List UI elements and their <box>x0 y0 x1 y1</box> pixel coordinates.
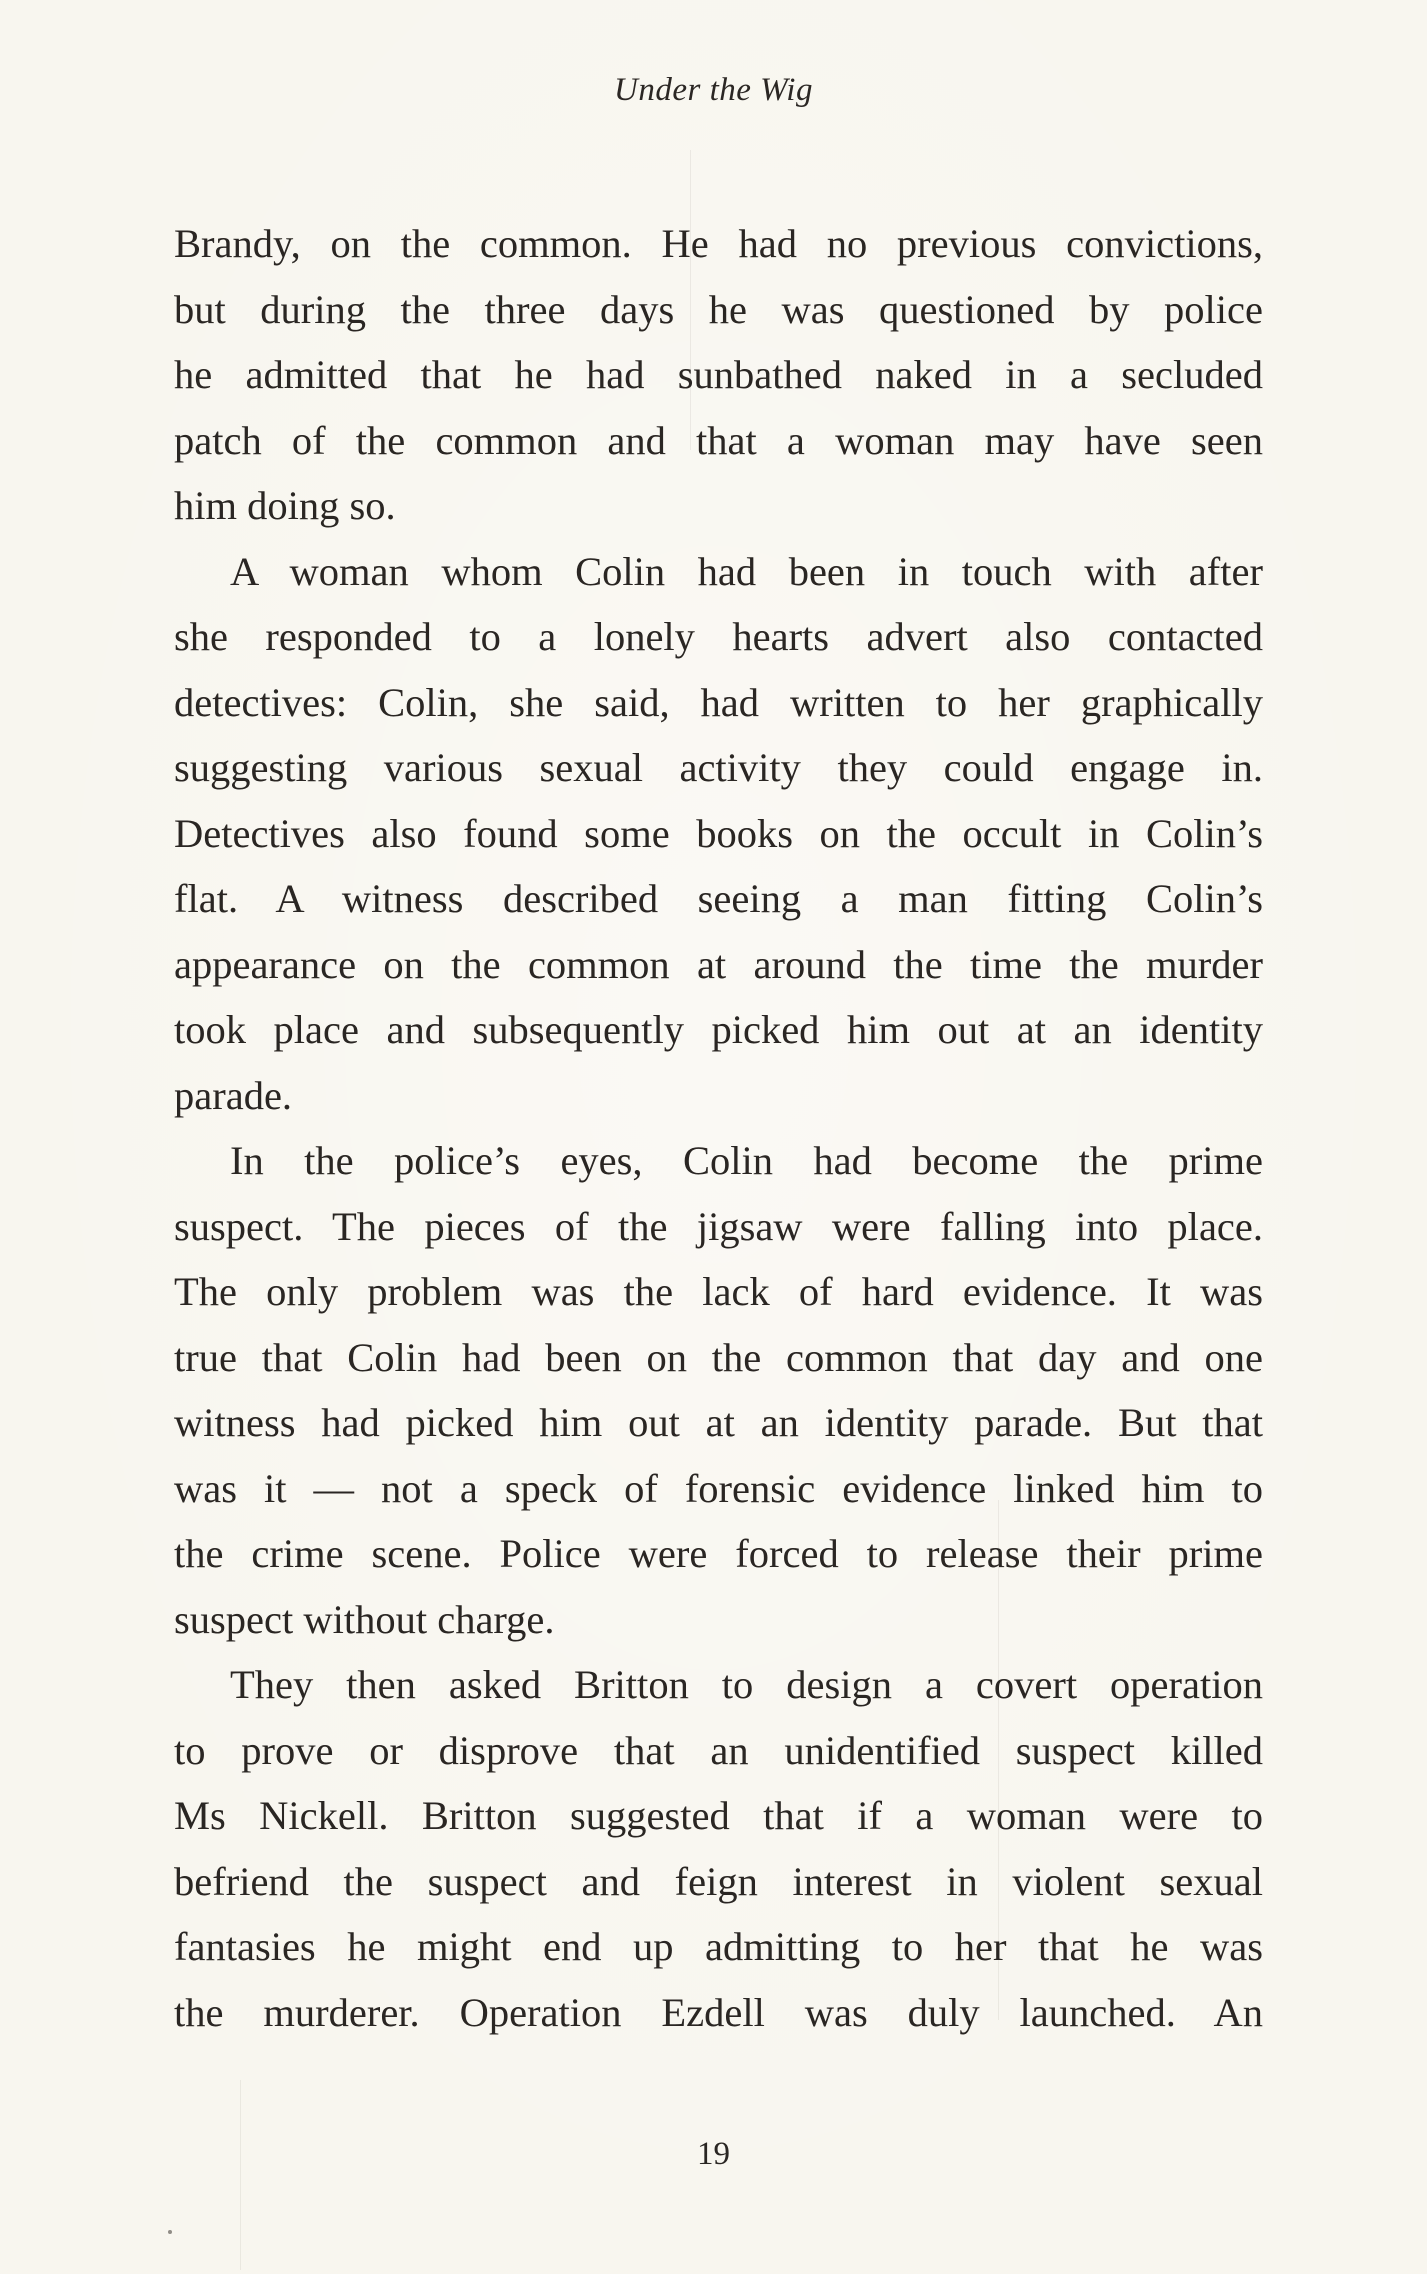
text-line: witness had picked him out at an identity parade. But that <box>174 1400 1263 1445</box>
text-line: Detectives also found some books on the occult in Colin’s <box>174 810 1263 856</box>
text-line: the murderer. Operation Ezdell was duly launched. An <box>174 1989 1263 2035</box>
text-line: fantasies he might end up admitting to her that he was <box>174 1924 1263 1969</box>
body-text <box>174 211 1263 2045</box>
text-line: The only problem was the lack of hard evidence. It was <box>174 1269 1263 1314</box>
text-line: true that Colin had been on the common that day and one <box>174 1334 1263 1380</box>
text-line: flat. A witness described seeing a man fitting Colin’s <box>174 876 1263 921</box>
text-line: but during the three days he was questioned by police <box>174 286 1263 332</box>
text-line: detectives: Colin, she said, had written to her graphically <box>174 679 1263 725</box>
text-line: suggesting various sexual activity they could engage in. <box>174 745 1263 790</box>
text-line: suspect. The pieces of the jigsaw were falling into place. <box>174 1203 1263 1249</box>
text-line: parade. <box>174 1072 293 1118</box>
text-line: befriend the suspect and feign interest in violent sexual <box>174 1858 1263 1904</box>
text-line: was it — not a speck of forensic evidence linked him to <box>174 1465 1263 1511</box>
text-line: Ms Nickell. Britton suggested that if a woman were to <box>174 1793 1263 1838</box>
page-number: 19 <box>697 2136 730 2172</box>
paper-speck <box>168 2230 172 2234</box>
text-line: she responded to a lonely hearts advert also contacted <box>174 614 1263 659</box>
text-line: to prove or disprove that an unidentified suspect killed <box>174 1727 1263 1773</box>
text-line: patch of the common and that a woman may have seen <box>174 417 1263 463</box>
text-line: appearance on the common at around the time the murder <box>174 941 1263 987</box>
text-line: him doing so. <box>174 483 396 528</box>
text-line: A woman whom Colin had been in touch with after <box>230 548 1263 594</box>
running-head: Under the Wig <box>614 72 813 108</box>
text-line: They then asked Britton to design a covert operation <box>230 1662 1263 1707</box>
page-crease <box>240 2080 241 2270</box>
text-line: the crime scene. Police were forced to release their prime <box>174 1531 1263 1576</box>
text-line: suspect without charge. <box>174 1596 555 1642</box>
text-line: he admitted that he had sunbathed naked in a secluded <box>174 352 1263 397</box>
text-line: In the police’s eyes, Colin had become the prime <box>230 1138 1263 1183</box>
text-line: Brandy, on the common. He had no previous convictions, <box>174 221 1263 266</box>
text-line: took place and subsequently picked him out at an identity <box>174 1007 1263 1052</box>
